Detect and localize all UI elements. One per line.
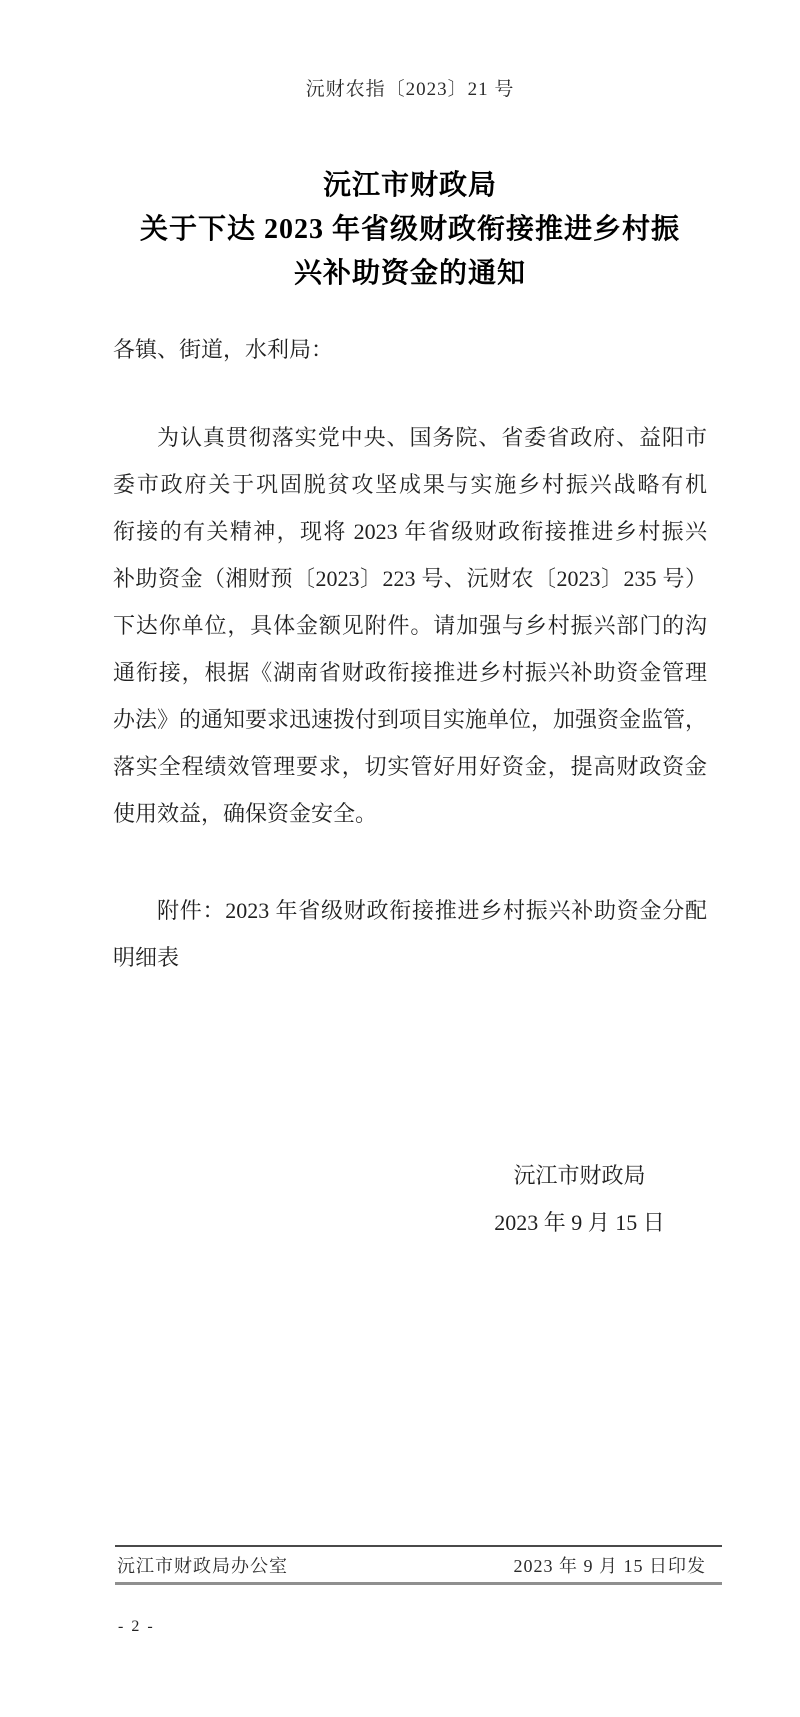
document-content bbox=[0, 76, 800, 1246]
title-line: 兴补助资金的通知 bbox=[293, 258, 526, 289]
body-line: 办法》的通知要求迅速拨付到项目实施单位，加强资金监管， bbox=[113, 707, 708, 732]
salutation: 各镇、街道，水利局： bbox=[113, 337, 334, 362]
body-line: 补助资金（湘财预〔2023〕223 号、沅财农〔2023〕235 号） bbox=[113, 566, 707, 591]
page-number: - 2 - bbox=[118, 1618, 155, 1635]
body-line: 使用效益，确保资金安全。 bbox=[113, 801, 378, 826]
signature-block bbox=[452, 1152, 707, 1246]
body-line: 为认真贯彻落实党中央、国务院、省委省政府、益阳市 bbox=[157, 425, 707, 450]
print-footer bbox=[115, 1545, 722, 1585]
doc-number: 沅财农指〔2023〕21 号 bbox=[305, 79, 515, 100]
body-line: 落实全程绩效管理要求，切实管好用好资金，提高财政资金 bbox=[113, 754, 707, 779]
body-paragraph bbox=[113, 414, 707, 837]
signature-org: 沅江市财政局 bbox=[513, 1163, 646, 1188]
body-line: 衔接的有关精神，现将 2023 年省级财政衔接推进乡村振兴 bbox=[113, 519, 707, 544]
body-line: 下达你单位，具体金额见附件。请加强与乡村振兴部门的沟 bbox=[113, 613, 707, 638]
title-line: 关于下达 2023 年省级财政衔接推进乡村振 bbox=[139, 214, 680, 245]
footer-print-date: 2023 年 9 月 15 日印发 bbox=[513, 1555, 706, 1576]
attachment-line: 附件：2023 年省级财政衔接推进乡村振兴补助资金分配 bbox=[157, 898, 707, 923]
title-line: 沅江市财政局 bbox=[322, 170, 497, 201]
document-title bbox=[113, 164, 707, 296]
attachment-note bbox=[113, 887, 707, 981]
signature-date: 2023 年 9 月 15 日 bbox=[494, 1210, 665, 1235]
footer-issuer: 沅江市财政局办公室 bbox=[117, 1555, 288, 1576]
body-line: 委市政府关于巩固脱贫攻坚成果与实施乡村振兴战略有机 bbox=[113, 472, 707, 497]
attachment-line: 明细表 bbox=[113, 945, 180, 970]
body-line: 通衔接，根据《湖南省财政衔接推进乡村振兴补助资金管理 bbox=[113, 660, 707, 685]
